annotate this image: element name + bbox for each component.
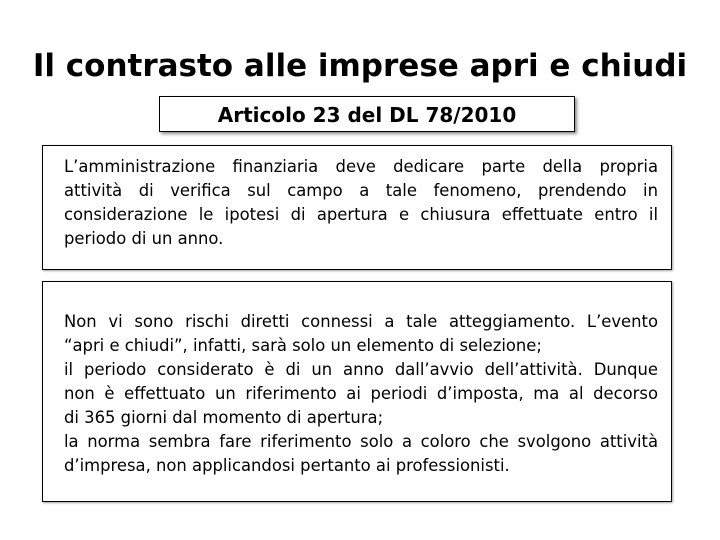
text-box-2: [42, 281, 672, 502]
paragraph-1: [64, 155, 658, 251]
text-line: L’amministrazione finanziaria deve dedicare parte della propria: [64, 157, 658, 176]
text-line: di 365 giorni dal momento di apertura;: [64, 408, 384, 427]
text-line: non è effettuato un riferimento ai periodi d’imposta, ma al decorso: [64, 384, 658, 403]
text-line: periodo di un anno.: [64, 229, 224, 248]
text-box-1: [42, 145, 672, 270]
text-line: d’impresa, non applicandosi pertanto ai professionisti.: [64, 456, 510, 475]
subtitle-box: [159, 96, 575, 132]
text-line: “apri e chiudi”, infatti, sarà solo un elemento di selezione;: [64, 336, 542, 355]
text-line: Non vi sono rischi diretti connessi a tale atteggiamento. L’evento: [64, 312, 658, 331]
text-line: considerazione le ipotesi di apertura e chiusura effettuate entro il: [64, 205, 658, 224]
slide-title: Il contrasto alle imprese apri e chiudi: [32, 48, 688, 84]
subtitle-text: Articolo 23 del DL 78/2010: [217, 103, 517, 127]
text-line: la norma sembra fare riferimento solo a coloro che svolgono attività: [64, 432, 658, 451]
text-line: il periodo considerato è di un anno dall’avvio dell’attività. Dunque: [64, 360, 658, 379]
paragraph-2: [64, 310, 658, 478]
text-line: attività di verifica sul campo a tale fenomeno, prendendo in: [64, 181, 658, 200]
